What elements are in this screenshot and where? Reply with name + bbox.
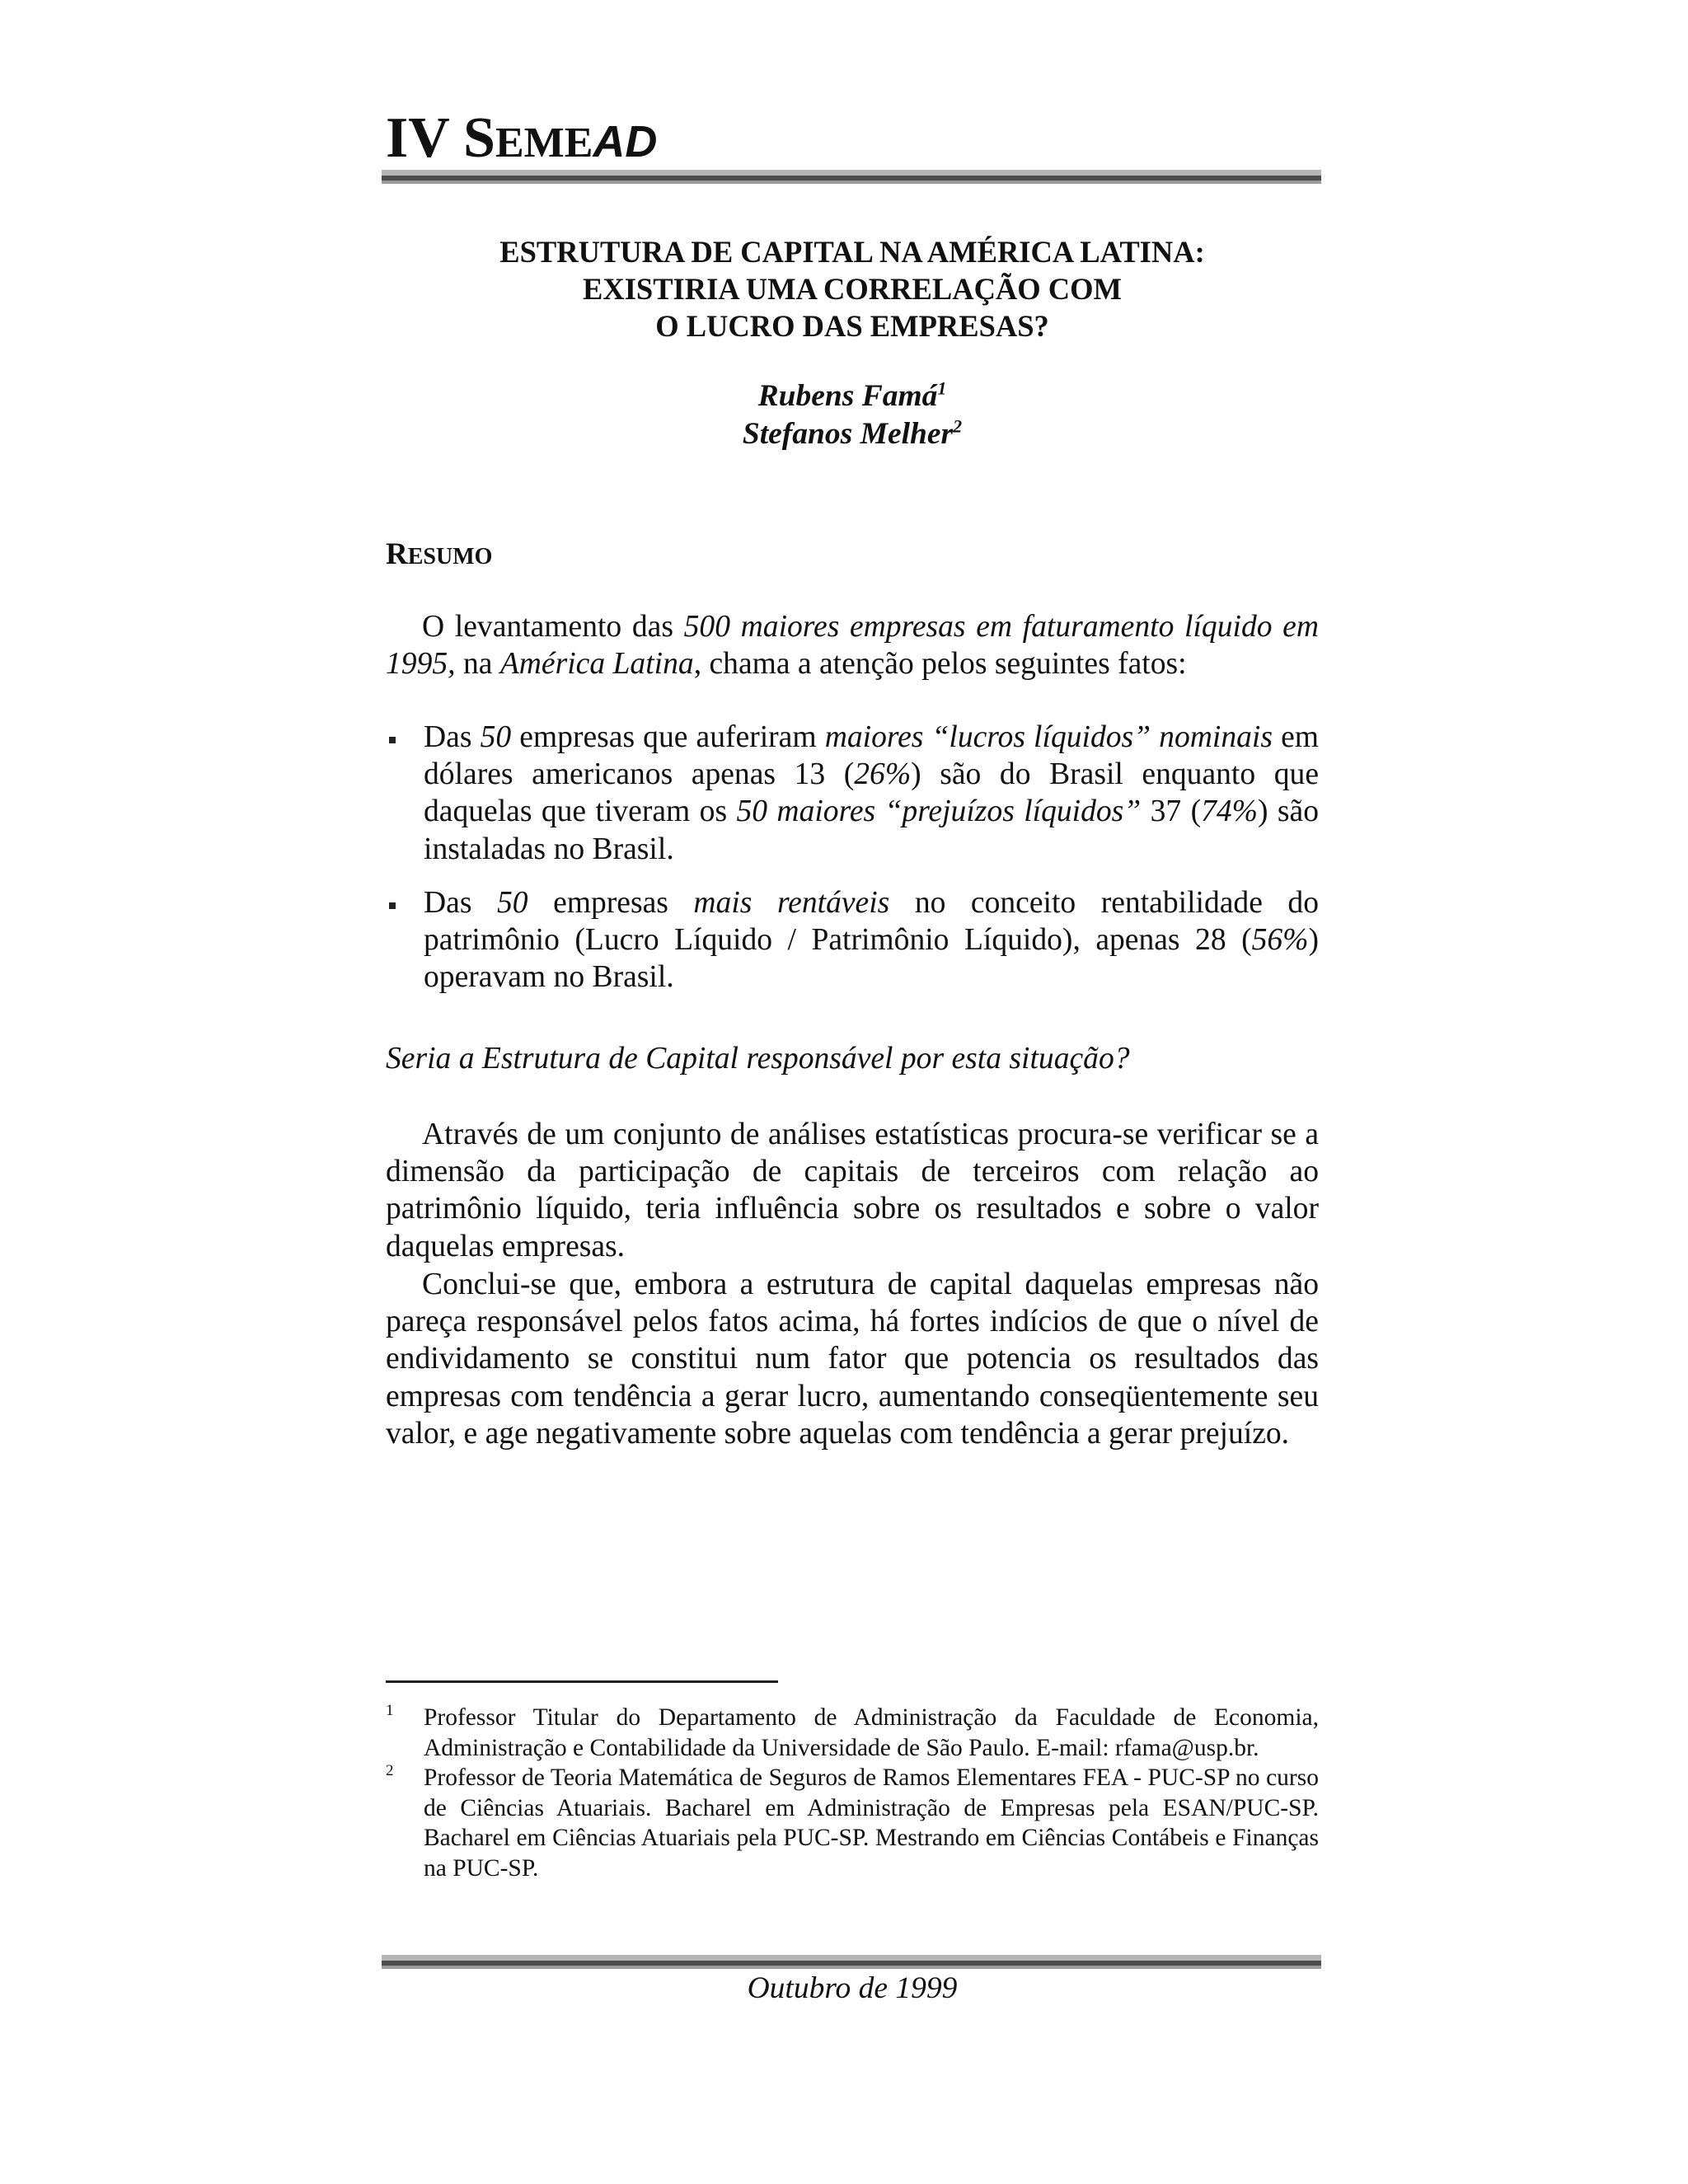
publication-date: Outubro de 1999 — [747, 1971, 958, 2005]
header-rule — [382, 170, 1321, 184]
bullet-marker — [389, 737, 396, 743]
list-item: Das 50 empresas mais rentáveis no conceito rentabilidade do patrimônio (Lucro Líquido / Patrimônio Líquido), apenas 28 (56%) operavam no Brasil. — [386, 884, 1319, 996]
footnote-separator — [386, 1680, 778, 1683]
footnotes — [386, 1703, 1319, 1883]
list-item: Das 50 empresas que auferiram maiores “lucros líquidos” nominais em dólares americanos apenas 13 (26%) são do Brasil enquanto que daquelas que tiveram os 50 maiores “prejuízos líquidos” 37 (74%) são instaladas no Brasil. — [386, 719, 1319, 868]
findings-list — [386, 719, 1319, 1012]
method-paragraph: Através de um conjunto de análises estatísticas procura-se verificar se a dimensão da participação de capitais de terceiros com relação ao patrimônio líquido, teria influência sobre os resultados e sobre o valor daquelas empresas. — [386, 1118, 1319, 1263]
paper-title: ESTRUTURA DE CAPITAL NA AMÉRICA LATINA: EXISTIRIA UMA CORRELAÇÃO COM O LUCRO DAS EMPRESAS? — [499, 235, 1205, 343]
conclusion-paragraph: Conclui-se que, embora a estrutura de capital daquelas empresas não pareça responsável pelos fatos acima, há fortes indícios de que o nível de endividamento se constitui num fator que potencia os resultados das empresas com tendência a gerar lucro, aumentando conseqüentemente seu valor, e age negativamente sobre aquelas com tendência a gerar prejuízo. — [386, 1268, 1319, 1451]
abstract-heading: RESUMO — [386, 537, 493, 571]
footnote: 2 Professor de Teoria Matemática de Seguros de Ramos Elementares FEA - PUC-SP no curso de Ciências Atuariais. Bacharel em Administração de Empresas pela ESAN/PUC-SP. Bacharel em Ciências Atuariais pela PUC-SP. Mestrando em Ciências Contábeis e Finanças na PUC-SP. — [386, 1762, 1319, 1882]
author-list — [386, 377, 1319, 453]
footer-rule — [382, 1955, 1321, 1969]
abstract-intro-paragraph: O levantamento das 500 maiores empresas em faturamento líquido em 1995, na América Latina, chama a atenção pelos seguintes fatos: — [386, 610, 1319, 682]
footnote-marker: 1 — [937, 377, 947, 399]
author-name: Stefanos Melher$^2$ — [742, 415, 963, 451]
author-name: Rubens Famá$^1$ — [757, 377, 947, 413]
journal-title: IV SEMEAD — [386, 106, 658, 170]
footnote: 1 Professor Titular do Departamento de Administração da Faculdade de Economia, Administração e Contabilidade da Universidade de São Paulo. E-mail: rfama@usp.br. — [386, 1702, 1319, 1761]
bullet-marker — [389, 902, 396, 909]
research-question: Seria a Estrutura de Capital responsável por esta situação? — [386, 1042, 1130, 1076]
footnote-marker: 2 — [953, 415, 963, 437]
